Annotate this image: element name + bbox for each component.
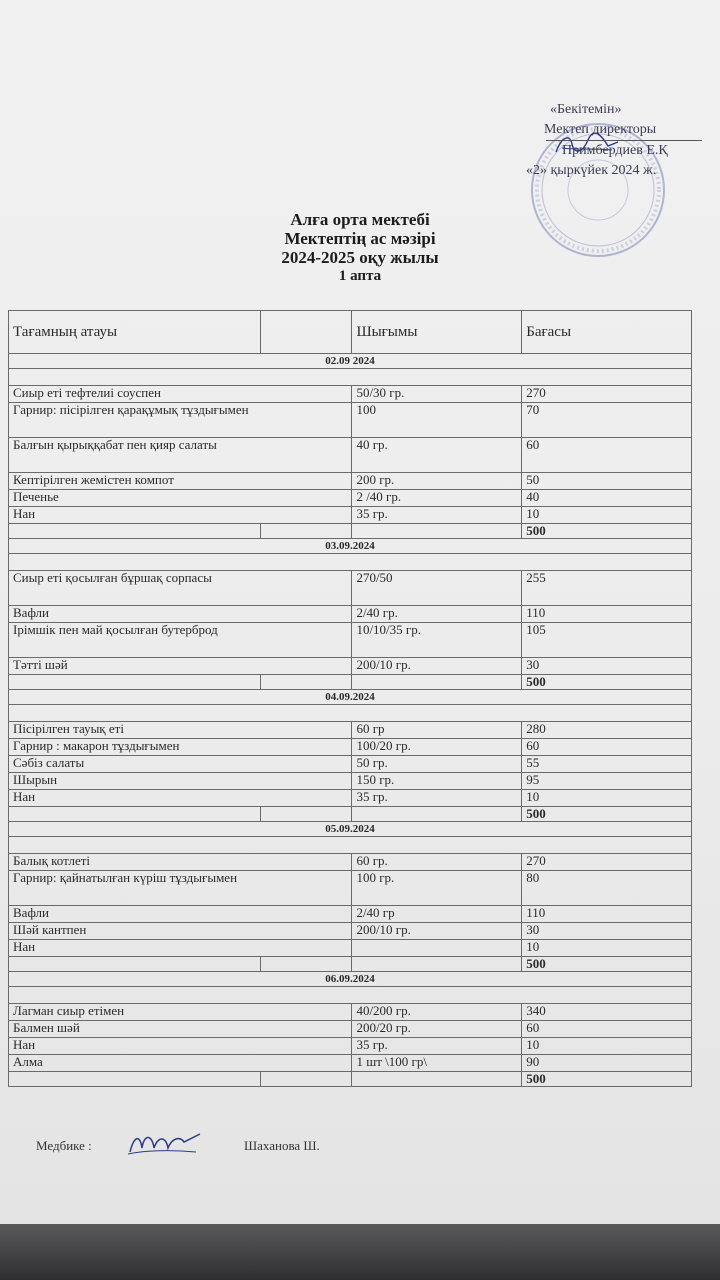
table-row — [9, 386, 692, 403]
dish-name: Сиыр еті тефтелиі соуспен — [9, 386, 352, 403]
table-header-row — [9, 311, 692, 354]
dish-price: 60 — [522, 739, 692, 756]
dish-price: 60 — [522, 1021, 692, 1038]
dish-portion: 35 гр. — [352, 1038, 522, 1055]
table-row — [9, 854, 692, 871]
menu-title: Мектептің ас мәзірі — [284, 229, 436, 248]
total-row — [9, 957, 692, 972]
day-date: 05.09.2024 — [9, 822, 692, 837]
dish-price: 70 — [522, 403, 692, 438]
dish-price: 40 — [522, 490, 692, 507]
table-row — [9, 438, 692, 473]
day-date: 04.09.2024 — [9, 690, 692, 705]
school-year: 2024-2025 оқу жылы — [281, 248, 439, 267]
header-portion: Шығымы — [352, 311, 522, 354]
table-row — [9, 790, 692, 807]
dish-portion: 50/30 гр. — [352, 386, 522, 403]
dish-name: Гарнир : макарон тұздығымен — [9, 739, 352, 756]
table-row — [9, 773, 692, 790]
dish-name: Кептірілген жемістен компот — [9, 473, 352, 490]
total-empty-1 — [9, 957, 261, 972]
dish-name: Нан — [9, 790, 352, 807]
dish-price: 270 — [522, 386, 692, 403]
dish-portion: 35 гр. — [352, 507, 522, 524]
total-empty-3 — [352, 807, 522, 822]
menu-table-body — [9, 354, 692, 1087]
dish-name: Шырын — [9, 773, 352, 790]
day-total: 500 — [522, 807, 692, 822]
dish-name: Нан — [9, 1038, 352, 1055]
table-row — [9, 1021, 692, 1038]
day-date: 02.09 2024 — [9, 354, 692, 369]
table-row — [9, 507, 692, 524]
dish-name: Шәй кантпен — [9, 923, 352, 940]
dish-portion: 2/40 гр — [352, 906, 522, 923]
dish-price: 10 — [522, 940, 692, 957]
dish-name: Нан — [9, 940, 352, 957]
table-row — [9, 403, 692, 438]
dish-portion: 40 гр. — [352, 438, 522, 473]
date-gap-row — [9, 987, 692, 1004]
total-empty-3 — [352, 675, 522, 690]
dish-portion: 270/50 — [352, 571, 522, 606]
total-empty-2 — [260, 1072, 352, 1087]
dish-name: Вафли — [9, 606, 352, 623]
table-row — [9, 571, 692, 606]
dish-price: 30 — [522, 658, 692, 675]
dish-portion: 100 — [352, 403, 522, 438]
header-empty — [260, 311, 352, 354]
dish-name: Гарнир: қайнатылған күріш тұздығымен — [9, 871, 352, 906]
dish-name: Тәтті шәй — [9, 658, 352, 675]
dish-portion: 50 гр. — [352, 756, 522, 773]
table-row — [9, 658, 692, 675]
dish-price: 50 — [522, 473, 692, 490]
total-empty-2 — [260, 957, 352, 972]
table-row — [9, 1055, 692, 1072]
nurse-signature-icon — [126, 1128, 206, 1158]
approval-title: «Бекітемін» — [550, 102, 622, 117]
dish-name: Балық котлеті — [9, 854, 352, 871]
dish-portion: 100 гр. — [352, 871, 522, 906]
spacer-cell — [9, 554, 692, 571]
spacer-cell — [9, 837, 692, 854]
dish-name: Балғын қырыққабат пен қияр салаты — [9, 438, 352, 473]
dish-price: 90 — [522, 1055, 692, 1072]
dish-name: Балмен шәй — [9, 1021, 352, 1038]
approval-date: «2» қыркүйек 2024 ж. — [526, 163, 657, 178]
dish-portion: 200 гр. — [352, 473, 522, 490]
total-empty-2 — [260, 524, 352, 539]
dish-price: 95 — [522, 773, 692, 790]
date-row — [9, 822, 692, 837]
table-row — [9, 739, 692, 756]
dish-name: Гарнир: пісірілген қарақұмық тұздығымен — [9, 403, 352, 438]
day-date: 03.09.2024 — [9, 539, 692, 554]
dish-name: Ірімшік пен май қосылған бутерброд — [9, 623, 352, 658]
menu-table — [8, 310, 692, 1087]
document-heading — [0, 210, 720, 286]
dish-price: 60 — [522, 438, 692, 473]
date-gap-row — [9, 554, 692, 571]
dish-portion: 100/20 гр. — [352, 739, 522, 756]
total-empty-3 — [352, 1072, 522, 1087]
total-empty-1 — [9, 524, 261, 539]
spacer-cell — [9, 705, 692, 722]
dish-price: 10 — [522, 1038, 692, 1055]
header-price: Бағасы — [522, 311, 692, 354]
table-row — [9, 1004, 692, 1021]
total-empty-2 — [260, 807, 352, 822]
table-row — [9, 473, 692, 490]
footer — [36, 1138, 320, 1154]
total-row — [9, 1072, 692, 1087]
dish-portion: 10/10/35 гр. — [352, 623, 522, 658]
dish-price: 30 — [522, 923, 692, 940]
dish-portion: 150 гр. — [352, 773, 522, 790]
dish-portion: 2/40 гр. — [352, 606, 522, 623]
total-empty-1 — [9, 1072, 261, 1087]
day-total: 500 — [522, 675, 692, 690]
school-name: Алға орта мектебі — [290, 210, 430, 229]
table-row — [9, 1038, 692, 1055]
date-row — [9, 354, 692, 369]
approval-block — [526, 100, 710, 181]
day-total: 500 — [522, 957, 692, 972]
approval-position: Мектеп директоры — [544, 122, 657, 137]
dish-price: 110 — [522, 606, 692, 623]
dish-name: Пісірілген тауық еті — [9, 722, 352, 739]
background-surface — [0, 1224, 720, 1280]
date-gap-row — [9, 837, 692, 854]
total-empty-1 — [9, 675, 261, 690]
dish-portion: 35 гр. — [352, 790, 522, 807]
dish-portion: 40/200 гр. — [352, 1004, 522, 1021]
total-row — [9, 524, 692, 539]
spacer-cell — [9, 987, 692, 1004]
total-empty-3 — [352, 524, 522, 539]
dish-name: Печенье — [9, 490, 352, 507]
table-row — [9, 623, 692, 658]
dish-portion: 60 гр — [352, 722, 522, 739]
dish-price: 10 — [522, 790, 692, 807]
table-row — [9, 906, 692, 923]
dish-price: 105 — [522, 623, 692, 658]
total-empty-2 — [260, 675, 352, 690]
date-row — [9, 972, 692, 987]
dish-portion: 60 гр. — [352, 854, 522, 871]
dish-name: Лагман сиыр етімен — [9, 1004, 352, 1021]
dish-portion: 200/10 гр. — [352, 923, 522, 940]
dish-price: 80 — [522, 871, 692, 906]
dish-name: Сиыр еті қосылған бұршақ сорпасы — [9, 571, 352, 606]
table-row — [9, 940, 692, 957]
date-gap-row — [9, 705, 692, 722]
table-row — [9, 606, 692, 623]
total-empty-3 — [352, 957, 522, 972]
dish-portion — [352, 940, 522, 957]
header-dish-name: Тағамның атауы — [9, 311, 261, 354]
table-row — [9, 923, 692, 940]
table-row — [9, 756, 692, 773]
approval-director-name: Примбердиев Е.Қ — [546, 140, 702, 161]
table-row — [9, 722, 692, 739]
dish-price: 280 — [522, 722, 692, 739]
table-row — [9, 871, 692, 906]
total-row — [9, 675, 692, 690]
dish-price: 270 — [522, 854, 692, 871]
dish-name: Нан — [9, 507, 352, 524]
week-label: 1 апта — [338, 268, 382, 284]
date-row — [9, 539, 692, 554]
date-gap-row — [9, 369, 692, 386]
dish-portion: 2 /40 гр. — [352, 490, 522, 507]
day-date: 06.09.2024 — [9, 972, 692, 987]
dish-price: 255 — [522, 571, 692, 606]
dish-price: 10 — [522, 507, 692, 524]
dish-name: Сәбіз салаты — [9, 756, 352, 773]
date-row — [9, 690, 692, 705]
total-row — [9, 807, 692, 822]
dish-portion: 1 шт \100 гр\ — [352, 1055, 522, 1072]
dish-price: 110 — [522, 906, 692, 923]
nurse-label: Медбике : — [36, 1138, 92, 1153]
day-total: 500 — [522, 524, 692, 539]
dish-name: Алма — [9, 1055, 352, 1072]
nurse-name: Шаханова Ш. — [244, 1138, 320, 1153]
table-row — [9, 490, 692, 507]
total-empty-1 — [9, 807, 261, 822]
dish-price: 55 — [522, 756, 692, 773]
dish-name: Вафли — [9, 906, 352, 923]
dish-price: 340 — [522, 1004, 692, 1021]
spacer-cell — [9, 369, 692, 386]
dish-portion: 200/20 гр. — [352, 1021, 522, 1038]
day-total: 500 — [522, 1072, 692, 1087]
dish-portion: 200/10 гр. — [352, 658, 522, 675]
